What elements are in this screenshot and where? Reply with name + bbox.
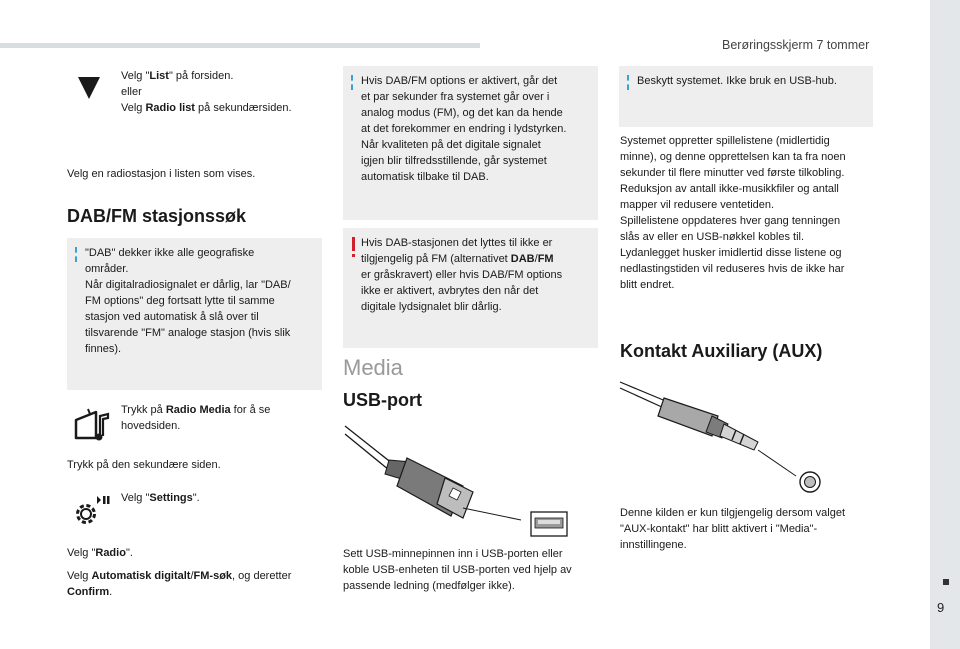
aux-illustration (618, 380, 828, 496)
step-radio-media: Trykk på Radio Media for å se hovedsiden. (121, 404, 271, 432)
info-icon (627, 75, 631, 90)
step-radio: Velg "Radio". (67, 547, 133, 559)
media-section-title: Media (343, 355, 403, 380)
dab-fm-info-box: Hvis DAB/FM options er aktivert, går det et par sekunder fra systemet går over i analog modus (FM), og det kan da hende at det forekommer en endring i lydstyrken. Når kvaliteten på det digitale signalet igjen blir tilfredsstillende, går systemet automatisk tilbake til DAB. (343, 66, 598, 220)
top-rule (0, 43, 480, 48)
jack-plug-icon (620, 382, 796, 476)
aux-description: Denne kilden er kun tilgjengelig dersom valget "AUX-kontakt" har blitt aktivert i "Media"- innstillingene. (620, 507, 846, 551)
usb-hub-info-box: Beskytt systemet. Ikke bruk en USB-hub. (619, 66, 873, 127)
down-triangle-icon (78, 77, 100, 99)
dab-warning-box: Hvis DAB-stasjonen det lyttes til ikke er tilgjengelig på FM (alternativet DAB/FM er gråskravert) eller hvis DAB/FM options ikke er aktivert, avbrytes den når det digitale lydsignalet blir dårlig. (343, 228, 598, 348)
settings-gear-icon (73, 494, 111, 530)
aux-heading: Kontakt Auxiliary (AUX) (620, 341, 823, 361)
radio-media-icon (72, 408, 112, 442)
step-auto-search: Velg Automatisk digitalt/FM-søk, og deretter Confirm. (67, 570, 292, 598)
playlists-text: Systemet oppretter spillelistene (midlertidig minne), og denne opprettelsen kan ta fra noen sekunder til flere minutter ved første tilkobling. Reduksjon av antall ikke-musikkfiler og antall mapper vil redusere ventetiden. Spillelistene oppdateres hver gang tenningen slås av eller en USB-nøkkel kobles til. Lydanlegget husker imidlertid disse listene og nedlastingstiden vil reduseres hvis de ikke har blitt endret. (620, 135, 846, 291)
usb-illustration (345, 420, 575, 542)
page-number: 9 (937, 600, 945, 615)
secondary-page-text: Trykk på den sekundære siden. (67, 459, 221, 471)
usb-heading: USB-port (343, 390, 422, 410)
warning-icon (352, 237, 355, 251)
usb-port-icon (531, 512, 567, 536)
step-list: Velg "List" på forsiden. eller Velg Radio list på sekundærsiden. (121, 70, 292, 114)
select-station-text: Velg en radiostasjon i listen som vises. (67, 168, 256, 180)
dab-heading: DAB/FM stasjonssøk (67, 206, 247, 226)
continuation-mark (943, 579, 949, 585)
step-settings: Velg "Settings". (121, 492, 200, 504)
usb-instruction: Sett USB-minnepinnen inn i USB-porten eller koble USB-enheten til USB-porten ved hjelp av passende ledning (medfølger ikke). (343, 548, 572, 592)
side-strip (930, 0, 960, 649)
aux-socket-icon (800, 472, 820, 492)
page-header-title: Berøringsskjerm 7 tommer (722, 38, 870, 52)
dab-info-box: "DAB" dekker ikke alle geografiske områder. Når digitalradiosignalet er dårlig, lar "DAB/ FM options" deg fortsatt lytte til samme stasjon ved automatisk å slå over til tilsvarende "FM" analoge stasjon (hvis slik finnes). (67, 238, 322, 390)
info-icon (75, 247, 79, 262)
usb-plug-icon (345, 426, 521, 520)
info-icon (351, 75, 355, 90)
